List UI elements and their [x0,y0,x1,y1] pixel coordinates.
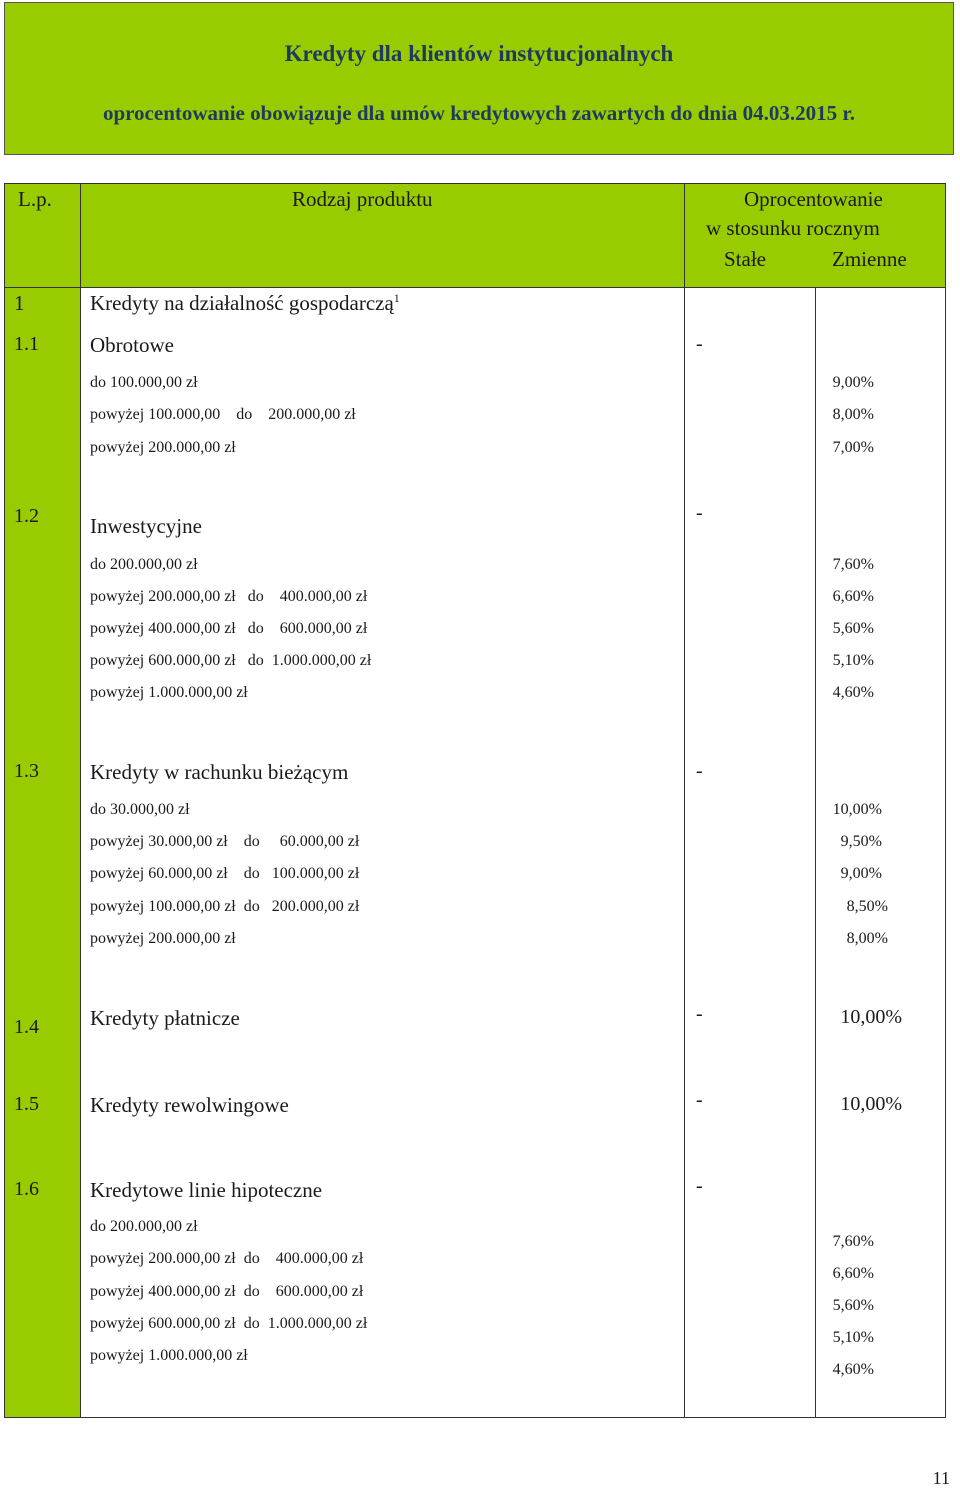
section-top-border [4,287,945,288]
lp-column-divider [80,183,81,1418]
tier-rate: 9,00% [832,374,874,391]
tier-rate: 7,60% [832,1233,874,1250]
section-number: 1 [14,291,25,315]
tier-rate: 9,50% [840,833,882,850]
tier-label: powyżej 600.000,00 zł do 1.000.000,00 zł [90,652,372,669]
tier-label: do 100.000,00 zł [90,374,198,391]
group-variable-rate: 10,00% [840,1006,902,1028]
header-lp: L.p. [18,187,52,211]
tier-label: powyżej 400.000,00 zł do 600.000,00 zł [90,1283,364,1300]
tier-label: powyżej 100.000,00 do 200.000,00 zł [90,406,356,423]
tier-rate: 5,10% [832,652,874,669]
tier-rate: 6,60% [832,1265,874,1282]
group-title: Kredyty płatnicze [90,1006,240,1030]
group-variable-rate: 10,00% [840,1093,902,1115]
tier-label: powyżej 600.000,00 zł do 1.000.000,00 zł [90,1315,368,1332]
tier-rate: 5,10% [832,1329,874,1346]
group-fixed-rate: - [696,502,703,524]
tier-rate: 7,60% [832,556,874,573]
tier-rate: 5,60% [832,1297,874,1314]
lp-column-background [4,183,80,1418]
group-fixed-rate: - [696,1089,703,1111]
section-title-text: Kredyty na działalność gospodarczą [90,291,394,315]
document-title: Kredyty dla klientów instytucjonalnych [284,41,674,66]
tier-label: powyżej 200.000,00 zł do 400.000,00 zł [90,1250,364,1267]
tier-label: do 200.000,00 zł [90,1218,198,1235]
document-subtitle: oprocentowanie obowiązuje dla umów kredytowych zawartych do dnia 04.03.2015 r. [102,101,856,125]
group-number: 1.4 [14,1016,39,1038]
section-footnote: 1 [393,291,400,305]
header-rate-line2: w stosunku rocznym [706,216,880,240]
tier-label: powyżej 100.000,00 zł do 200.000,00 zł [90,898,360,915]
group-number: 1.3 [14,760,39,782]
group-title: Kredytowe linie hipoteczne [90,1178,323,1202]
tier-label: powyżej 200.000,00 zł [90,930,236,947]
group-number: 1.2 [14,505,39,527]
rate-column-divider [815,287,816,1418]
tier-rate: 5,60% [832,620,874,637]
tier-label: powyżej 30.000,00 zł do 60.000,00 zł [90,833,360,850]
group-number: 1.6 [14,1178,39,1200]
header-product: Rodzaj produktu [292,187,433,211]
tier-label: powyżej 60.000,00 zł do 100.000,00 zł [90,865,360,882]
product-column-divider [684,183,685,1418]
table-bottom-border [4,1417,945,1418]
header-fixed: Stałe [724,247,766,271]
tier-rate: 8,00% [832,406,874,423]
tier-rate: 4,60% [832,684,874,701]
group-fixed-rate: - [696,1003,703,1025]
tier-label: powyżej 200.000,00 zł do 400.000,00 zł [90,588,368,605]
header-variable: Zmienne [832,247,907,271]
tier-rate: 8,00% [846,930,888,947]
group-title: Kredyty rewolwingowe [90,1093,289,1117]
header-rate-line1: Oprocentowanie [744,187,883,211]
table-top-border [4,183,945,184]
tier-rate: 9,00% [840,865,882,882]
title-banner [4,2,954,155]
group-title: Inwestycyjne [90,514,202,538]
tier-label: powyżej 1.000.000,00 zł [90,684,248,701]
group-fixed-rate: - [696,760,703,782]
group-fixed-rate: - [696,333,703,355]
tier-label: powyżej 200.000,00 zł [90,439,236,456]
group-fixed-rate: - [696,1175,703,1197]
tier-label: do 200.000,00 zł [90,556,198,573]
group-title: Kredyty w rachunku bieżącym [90,760,349,784]
group-title: Obrotowe [90,333,174,357]
tier-rate: 6,60% [832,588,874,605]
table-right-border [945,183,946,1418]
group-number: 1.1 [14,333,39,355]
tier-label: powyżej 1.000.000,00 zł [90,1347,248,1364]
tier-label: do 30.000,00 zł [90,801,190,818]
table-left-border [4,183,5,1418]
page-number: 11 [932,1468,950,1488]
tier-rate: 10,00% [832,801,882,818]
tier-label: powyżej 400.000,00 zł do 600.000,00 zł [90,620,368,637]
tier-rate: 7,00% [832,439,874,456]
section-title [90,291,400,316]
group-number: 1.5 [14,1093,39,1115]
tier-rate: 8,50% [846,898,888,915]
tier-rate: 4,60% [832,1361,874,1378]
